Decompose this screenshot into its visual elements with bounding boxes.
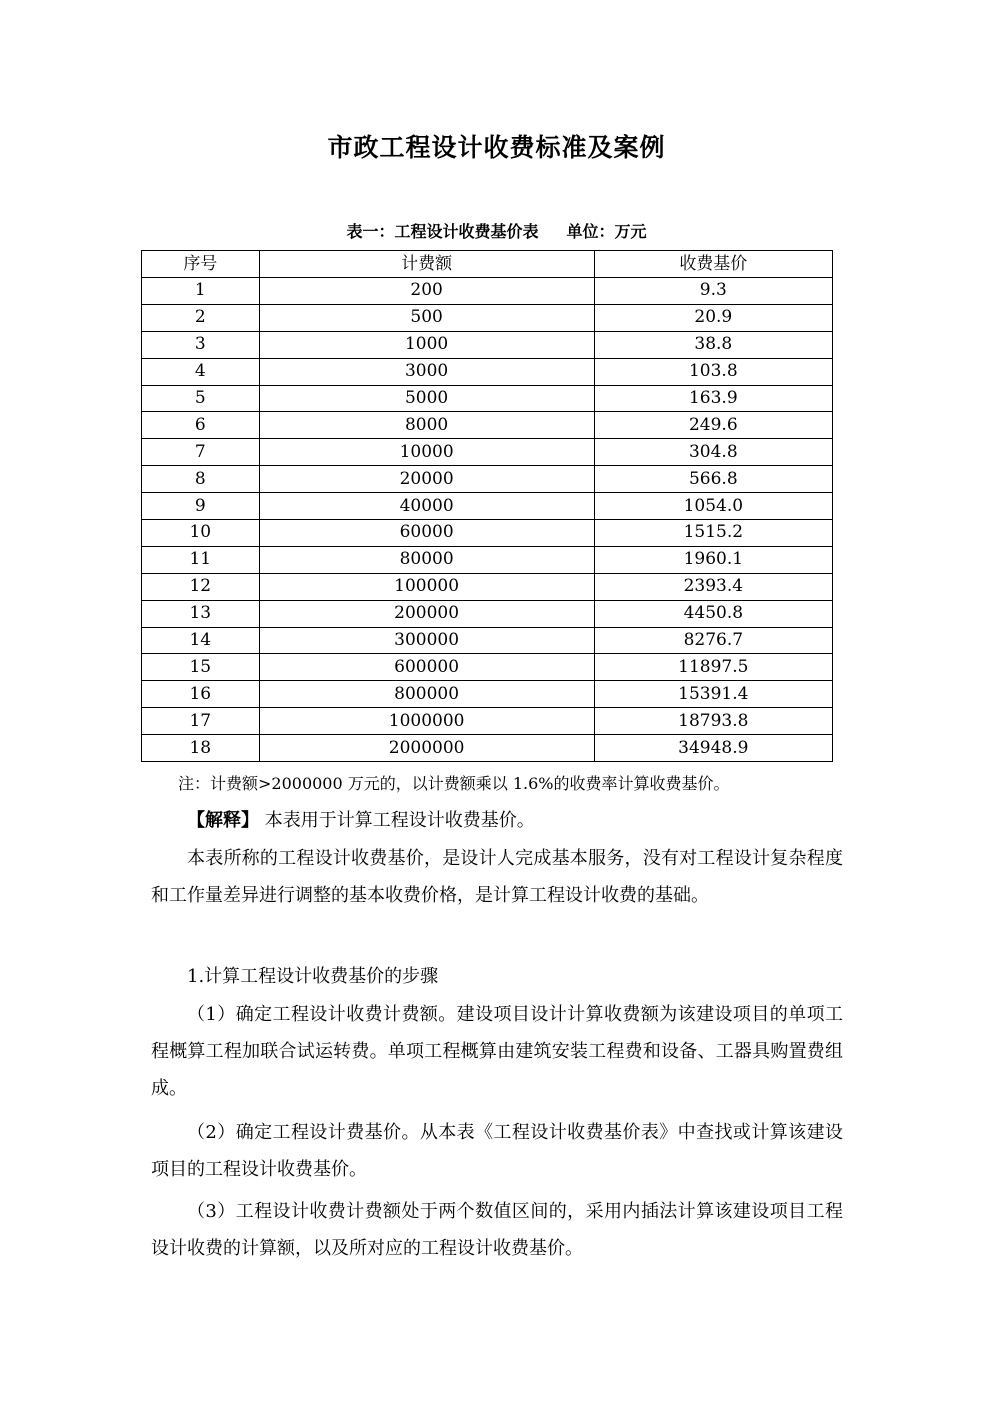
table-row [142, 466, 833, 493]
cell-base-price: 103.8 [594, 358, 832, 385]
cell-index: 10 [142, 520, 260, 547]
table-row [142, 627, 833, 654]
cell-amount: 1000000 [259, 708, 594, 735]
table-header-row [142, 251, 833, 278]
cell-base-price: 18793.8 [594, 708, 832, 735]
table-row [142, 439, 833, 466]
cell-index: 11 [142, 546, 260, 573]
cell-index: 4 [142, 358, 260, 385]
cell-base-price: 566.8 [594, 466, 832, 493]
explain-paragraph [151, 802, 843, 839]
page-title: 市政工程设计收费标准及案例 [327, 133, 666, 162]
cell-amount: 2000000 [259, 735, 594, 762]
cell-index: 13 [142, 600, 260, 627]
table-row [142, 708, 833, 735]
cell-index: 3 [142, 331, 260, 358]
cell-base-price: 1960.1 [594, 546, 832, 573]
cell-index: 8 [142, 466, 260, 493]
table-row [142, 278, 833, 305]
table-caption [0, 219, 993, 242]
cell-base-price: 34948.9 [594, 735, 832, 762]
cell-base-price: 1054.0 [594, 493, 832, 520]
cell-base-price: 1515.2 [594, 520, 832, 547]
cell-base-price: 163.9 [594, 385, 832, 412]
table-row [142, 358, 833, 385]
cell-index: 5 [142, 385, 260, 412]
step-2-paragraph: （2）确定工程设计费基价。从本表《工程设计收费基价表》中查找或计算该建设项目的工程设计收费基价。 [151, 1122, 843, 1180]
explain-label: 【解释】 [187, 810, 259, 831]
cell-index: 16 [142, 681, 260, 708]
cell-index: 14 [142, 627, 260, 654]
cell-amount: 200 [259, 278, 594, 305]
fee-table [141, 250, 833, 762]
table-row [142, 520, 833, 547]
cell-base-price: 304.8 [594, 439, 832, 466]
cell-index: 6 [142, 412, 260, 439]
cell-base-price: 8276.7 [594, 627, 832, 654]
cell-index: 1 [142, 278, 260, 305]
definition-paragraph: 本表所称的工程设计收费基价，是设计人完成基本服务，没有对工程设计复杂程度和工作量差异进行调整的基本收费价格，是计算工程设计收费的基础。 [151, 848, 843, 906]
step-1-paragraph: （1）确定工程设计收费计费额。建设项目设计计算收费额为该建设项目的单项工程概算工程加联合试运转费。单项工程概算由建筑安装工程费和设备、工器具购置费组成。 [151, 1004, 843, 1099]
table-caption-text: 表一：工程设计收费基价表 [346, 222, 539, 241]
cell-amount: 200000 [259, 600, 594, 627]
table-row [142, 681, 833, 708]
table-row [142, 493, 833, 520]
cell-amount: 800000 [259, 681, 594, 708]
cell-base-price: 20.9 [594, 304, 832, 331]
table-unit: 单位：万元 [566, 222, 647, 241]
cell-amount: 40000 [259, 493, 594, 520]
fee-table-body [142, 278, 833, 762]
cell-index: 7 [142, 439, 260, 466]
column-header-amount: 计费额 [259, 251, 594, 278]
cell-amount: 600000 [259, 654, 594, 681]
cell-base-price: 9.3 [594, 278, 832, 305]
table-row [142, 385, 833, 412]
cell-base-price: 4450.8 [594, 600, 832, 627]
cell-amount: 80000 [259, 546, 594, 573]
table-row [142, 412, 833, 439]
cell-index: 9 [142, 493, 260, 520]
table-row [142, 600, 833, 627]
column-header-base-price: 收费基价 [594, 251, 832, 278]
cell-amount: 10000 [259, 439, 594, 466]
table-row [142, 331, 833, 358]
table-note: 注：计费额>2000000 万元的，以计费额乘以 1.6%的收费率计算收费基价。 [178, 774, 730, 793]
cell-base-price: 2393.4 [594, 573, 832, 600]
explain-text: 本表用于计算工程设计收费基价。 [259, 810, 535, 831]
table-row [142, 546, 833, 573]
cell-amount: 500 [259, 304, 594, 331]
table-row [142, 573, 833, 600]
table-row [142, 735, 833, 762]
column-header-index: 序号 [142, 251, 260, 278]
cell-base-price: 11897.5 [594, 654, 832, 681]
cell-amount: 5000 [259, 385, 594, 412]
cell-amount: 100000 [259, 573, 594, 600]
cell-base-price: 38.8 [594, 331, 832, 358]
cell-base-price: 249.6 [594, 412, 832, 439]
cell-index: 12 [142, 573, 260, 600]
cell-amount: 3000 [259, 358, 594, 385]
cell-amount: 20000 [259, 466, 594, 493]
cell-amount: 300000 [259, 627, 594, 654]
cell-index: 18 [142, 735, 260, 762]
cell-index: 15 [142, 654, 260, 681]
table-row [142, 304, 833, 331]
cell-index: 2 [142, 304, 260, 331]
cell-amount: 8000 [259, 412, 594, 439]
table-row [142, 654, 833, 681]
section-heading: 1.计算工程设计收费基价的步骤 [187, 966, 439, 987]
cell-base-price: 15391.4 [594, 681, 832, 708]
cell-amount: 60000 [259, 520, 594, 547]
step-3-paragraph: （3）工程设计收费计费额处于两个数值区间的，采用内插法计算该建设项目工程设计收费的计算额，以及所对应的工程设计收费基价。 [151, 1201, 843, 1259]
cell-index: 17 [142, 708, 260, 735]
cell-amount: 1000 [259, 331, 594, 358]
